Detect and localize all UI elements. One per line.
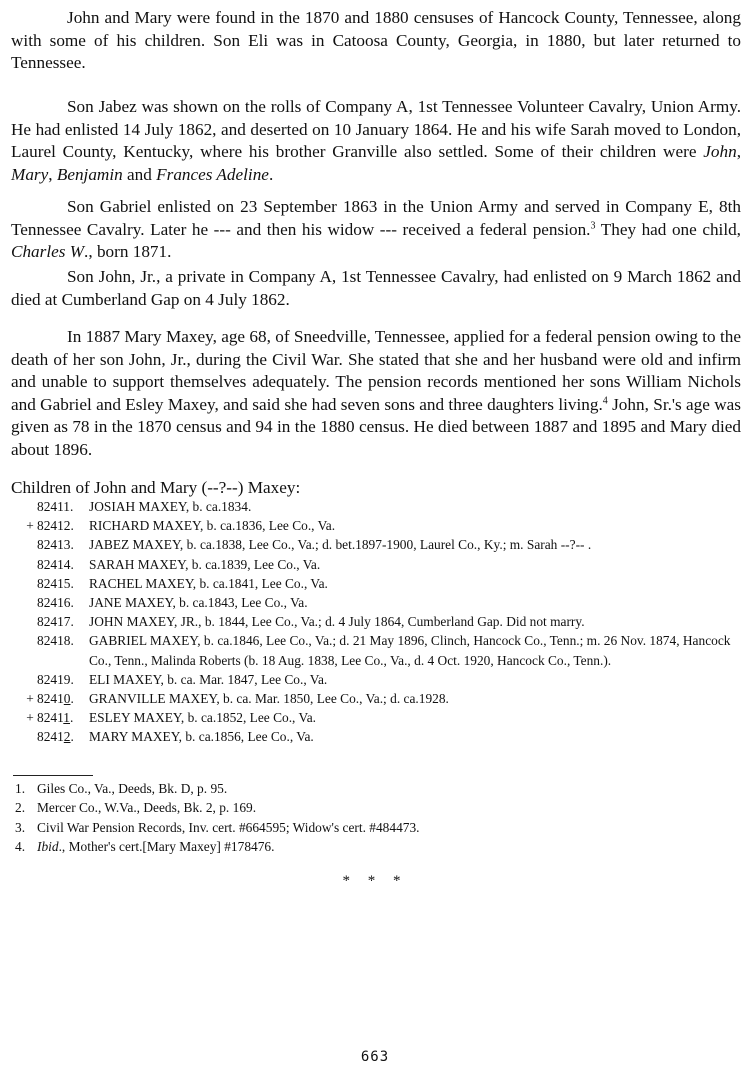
child-number: 82416.: [37, 595, 74, 611]
child-number: 82417.: [37, 614, 74, 630]
paragraph-census: [11, 7, 741, 75]
child-entry: [0, 574, 750, 593]
children-list: [0, 497, 750, 747]
paragraph-john-jr: [11, 266, 741, 311]
child-number-prefix: 8241: [37, 729, 64, 745]
child-number: [37, 689, 74, 708]
descendant-marker: +: [26, 710, 34, 726]
child-entry: [0, 516, 750, 535]
child-entry: [0, 631, 750, 669]
section-separator: * * *: [342, 873, 408, 889]
footnote-number: 1.: [15, 781, 26, 796]
child-text: JABEZ MAXEY, b. ca.1838, Lee Co., Va.; d. bet.1897-1900, Laurel Co., Ky.; m. Sarah --?-- .: [89, 537, 592, 553]
child-number: [37, 708, 73, 727]
child-number-suffix: .: [70, 729, 74, 745]
footnote-ibid: Ibid: [37, 838, 59, 854]
paragraph-text: Son Jabez was shown on the rolls of Company A, 1st Tennessee Volunteer Cavalry, Union Army. He had enlisted 14 July 1862, and deserted on 10 January 1864. He and his wife Sarah moved to London, Laurel County, Kentucky, where his brother Granville also settled. Some of their children were: [11, 97, 741, 161]
footnote-text: Mercer Co., W.Va., Deeds, Bk. 2, p. 169.: [37, 800, 257, 816]
child-number: 82414.: [37, 556, 74, 572]
children-heading: Children of John and Mary (--?--) Maxey:: [11, 478, 301, 497]
footnote-ref: 3: [590, 219, 596, 231]
child-name: John: [703, 142, 737, 161]
footnote: [0, 818, 750, 837]
child-number-prefix: 8241: [37, 710, 64, 726]
footnote-number: 4.: [15, 838, 26, 854]
child-entry: [0, 689, 750, 708]
paragraph-text: In 1887 Mary Maxey, age 68, of Sneedville, Tennessee, applied for a federal pension owing to the death of her son John, Jr., during the Civil War. She stated that she and her husband were old and infirm and unable to support themselves adequately. The pension records mentioned her sons William Nichols and Gabriel and Esley Maxey, and said she had seven sons and three daughters living.: [11, 327, 741, 414]
child-number: [37, 727, 74, 746]
child-text: ESLEY MAXEY, b. ca.1852, Lee Co., Va.: [89, 710, 316, 726]
footnotes-list: [0, 779, 750, 856]
child-text: JANE MAXEY, b. ca.1843, Lee Co., Va.: [89, 595, 308, 611]
child-entry: [0, 727, 750, 746]
child-number: 82419.: [37, 671, 74, 687]
child-name: Charles W: [11, 242, 85, 261]
paragraph-text: Son Gabriel enlisted on 23 September 1863 in the Union Army and served in Company E, 8th Tennessee Cavalry. Later he --- and then his widow --- received a federal pension.: [11, 197, 741, 239]
child-number-prefix: 8241: [37, 691, 64, 707]
child-text: ELI MAXEY, b. ca. Mar. 1847, Lee Co., Va.: [89, 671, 328, 687]
child-entry: [0, 670, 750, 689]
child-number: 82411.: [37, 499, 74, 514]
child-text: MARY MAXEY, b. ca.1856, Lee Co., Va.: [89, 729, 314, 745]
child-text: SARAH MAXEY, b. ca.1839, Lee Co., Va.: [89, 556, 321, 572]
child-entry: [0, 497, 750, 516]
child-entry: [0, 535, 750, 554]
page-number: 663: [360, 1049, 390, 1065]
footnote: [0, 798, 750, 817]
paragraph-text: .: [268, 164, 274, 184]
footnote-ref: 4: [602, 394, 608, 406]
child-entry: [0, 555, 750, 574]
child-name: Benjamin: [56, 164, 123, 184]
child-number-underlined-digit: 0: [63, 691, 71, 707]
child-number: 82412.: [37, 518, 74, 534]
footnote: [0, 779, 750, 798]
paragraph-text: They had one child,: [595, 219, 741, 239]
child-text: GRANVILLE MAXEY, b. ca. Mar. 1850, Lee Co., Va.; d. ca.1928.: [89, 691, 449, 707]
footnote-rule: [13, 775, 93, 776]
child-text: RICHARD MAXEY, b. ca.1836, Lee Co., Va.: [89, 518, 336, 534]
child-entry: [0, 708, 750, 727]
child-entry: [0, 612, 750, 631]
footnote-text: Giles Co., Va., Deeds, Bk. D, p. 95.: [37, 781, 228, 796]
paragraph-text: ., born 1871.: [84, 242, 172, 261]
child-text: JOHN MAXEY, JR., b. 1844, Lee Co., Va.; d. 4 July 1864, Cumberland Gap. Did not marry.: [89, 614, 585, 630]
paragraph-pension: [11, 326, 741, 461]
child-number: 82413.: [37, 537, 74, 553]
child-number: 82415.: [37, 575, 74, 591]
paragraph-text: Son John, Jr., a private in Company A, 1st Tennessee Cavalry, had enlisted on 9 March 1862 and died at Cumberland Gap on 4 July 1862.: [11, 267, 741, 309]
child-number-suffix: .: [70, 710, 74, 726]
child-name: Frances Adeline: [156, 164, 269, 184]
footnote-text: Civil War Pension Records, Inv. cert. #664595; Widow's cert. #484473.: [37, 819, 420, 835]
footnote-number: 2.: [15, 800, 26, 816]
footnote-text: ., Mother's cert.[Mary Maxey] #178476.: [58, 838, 275, 854]
paragraph-jabez: Son Jabez was shown on the rolls of Company A, 1st Tennessee Volunteer Cavalry, Union Army. He had enlisted 14 July 1862, and deserted on 10 January 1864. He and his wife Sarah moved to London, Laurel County, Kentucky, where his brother Granville also settled. Some of their children were John, Mary, Benjamin and Frances Adeline.: [11, 97, 741, 184]
child-number: 82418.: [37, 633, 74, 649]
descendant-marker: +: [26, 691, 34, 707]
descendant-marker: +: [26, 518, 34, 534]
paragraph-text: John, Sr.'s age was given as 78 in the 1870 census and 94 in the 1880 census. He died between 1887 and 1895 and Mary died about 1896.: [11, 394, 741, 459]
footnote: [0, 837, 750, 856]
footnote-number: 3.: [15, 819, 26, 835]
paragraph-text: and: [122, 164, 157, 184]
child-number-suffix: .: [70, 691, 74, 707]
child-text: JOSIAH MAXEY, b. ca.1834.: [89, 499, 252, 514]
paragraph-text: John and Mary were found in the 1870 and 1880 censuses of Hancock County, Tennessee, along with some of his children. Son Eli was in Catoosa County, Georgia, in 1880, but later returned to Tennessee.: [11, 8, 741, 72]
paragraph-gabriel: [11, 196, 741, 264]
child-name: Mary: [11, 164, 49, 184]
child-number-underlined-digit: 2: [63, 729, 71, 745]
child-number-underlined-digit: 1: [63, 710, 70, 726]
child-text: RACHEL MAXEY, b. ca.1841, Lee Co., Va.: [89, 575, 328, 591]
child-text: GABRIEL MAXEY, b. ca.1846, Lee Co., Va.; d. 21 May 1896, Clinch, Hancock Co., Tenn.; m. 26 Nov. 1874, Hancock Co., Tenn., Malinda Roberts (b. 18 Aug. 1838, Lee Co., Va., d. 4 Oct. 1920, Hancock Co., Tenn.).: [89, 633, 731, 668]
child-entry: [0, 593, 750, 612]
